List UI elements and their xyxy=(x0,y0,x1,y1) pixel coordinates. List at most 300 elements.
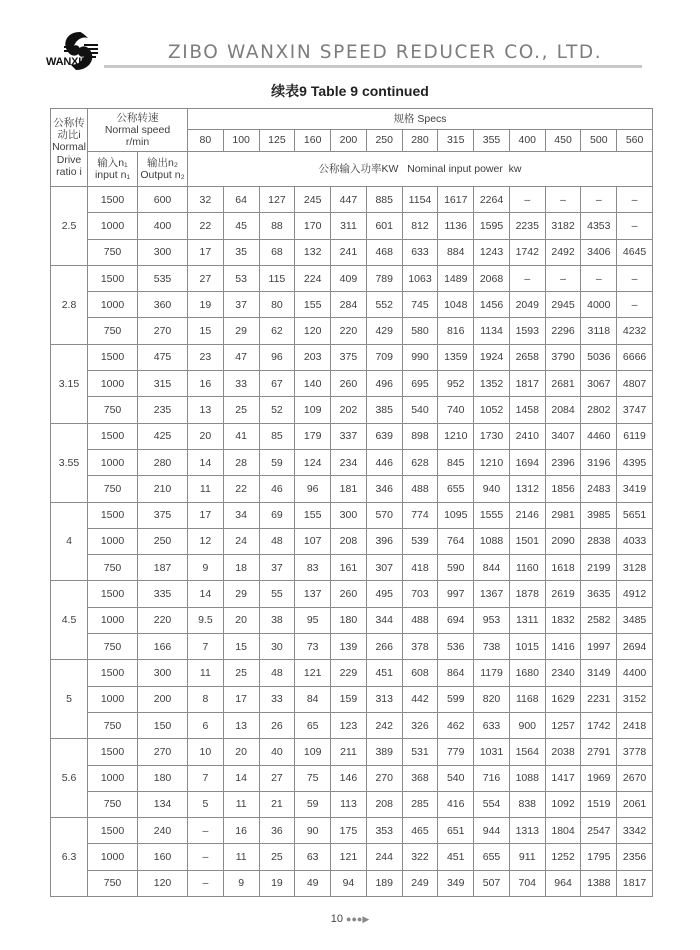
power-value-cell: 234 xyxy=(331,449,367,475)
power-value-cell: 580 xyxy=(402,318,438,344)
power-value-cell: 121 xyxy=(331,844,367,870)
output-header-line: Output n₂ xyxy=(140,169,185,181)
power-value-cell: 1311 xyxy=(509,607,545,633)
power-value-cell: 80 xyxy=(259,292,295,318)
power-value-cell: 2802 xyxy=(581,397,617,423)
power-value-cell: 1257 xyxy=(545,712,581,738)
input-speed-cell: 1000 xyxy=(88,607,138,633)
power-value-cell: 764 xyxy=(438,528,474,554)
power-value-cell: 13 xyxy=(223,712,259,738)
power-value-cell: 25 xyxy=(259,844,295,870)
power-value-cell: 2235 xyxy=(509,213,545,239)
power-value-cell: 1458 xyxy=(509,397,545,423)
table-row xyxy=(51,318,653,344)
power-value-cell: – xyxy=(545,265,581,291)
power-value-cell: 740 xyxy=(438,397,474,423)
output-speed-cell: 300 xyxy=(138,239,188,265)
power-value-cell: 69 xyxy=(259,502,295,528)
speed-header-line: Normal speed xyxy=(104,123,171,136)
output-speed-cell: 150 xyxy=(138,712,188,738)
power-value-cell: 17 xyxy=(223,686,259,712)
power-value-cell: 1555 xyxy=(474,502,510,528)
power-value-cell: 1680 xyxy=(509,660,545,686)
power-value-cell: 940 xyxy=(474,476,510,502)
power-value-cell: 1134 xyxy=(474,318,510,344)
input-speed-cell: 1500 xyxy=(88,739,138,765)
table-row xyxy=(51,712,653,738)
power-value-cell: 37 xyxy=(259,555,295,581)
power-value-cell: 63 xyxy=(295,844,331,870)
power-value-cell: 5 xyxy=(188,791,224,817)
power-value-cell: 123 xyxy=(331,712,367,738)
power-value-cell: 32 xyxy=(188,187,224,213)
ratio-header-line: Normal xyxy=(52,141,86,154)
power-value-cell: 655 xyxy=(474,844,510,870)
power-value-cell: 845 xyxy=(438,449,474,475)
input-speed-cell: 750 xyxy=(88,318,138,344)
power-value-cell: 46 xyxy=(259,476,295,502)
power-value-cell: 990 xyxy=(402,344,438,370)
input-speed-cell: 1000 xyxy=(88,765,138,791)
power-value-cell: 26 xyxy=(259,712,295,738)
power-value-cell: 1136 xyxy=(438,213,474,239)
power-value-cell: 175 xyxy=(331,818,367,844)
power-value-cell: 3985 xyxy=(581,502,617,528)
power-value-cell: 52 xyxy=(259,397,295,423)
power-value-cell: 774 xyxy=(402,502,438,528)
power-value-cell: 416 xyxy=(438,791,474,817)
output-speed-cell: 220 xyxy=(138,607,188,633)
power-value-cell: 1501 xyxy=(509,528,545,554)
power-value-cell: 48 xyxy=(259,528,295,554)
ratio-header-line: 公称传 xyxy=(53,117,85,130)
power-value-cell: 65 xyxy=(295,712,331,738)
power-value-cell: 488 xyxy=(402,476,438,502)
power-value-cell: 1997 xyxy=(581,634,617,660)
power-value-cell: 11 xyxy=(188,476,224,502)
power-value-cell: 704 xyxy=(509,870,545,896)
input-header-line: 输入n₁ xyxy=(97,156,128,169)
power-value-cell: 6 xyxy=(188,712,224,738)
input-speed-cell: 1500 xyxy=(88,344,138,370)
power-value-cell: 109 xyxy=(295,397,331,423)
power-value-cell: 161 xyxy=(331,555,367,581)
power-value-cell: 41 xyxy=(223,423,259,449)
power-value-cell: 1795 xyxy=(581,844,617,870)
ratio-header-line: Drive xyxy=(56,153,82,166)
output-speed-cell: 160 xyxy=(138,844,188,870)
power-value-cell: 1210 xyxy=(474,449,510,475)
power-value-cell: – xyxy=(188,870,224,896)
output-speed-cell: 166 xyxy=(138,634,188,660)
table-row xyxy=(51,265,653,291)
input-speed-cell: 750 xyxy=(88,239,138,265)
power-value-cell: 170 xyxy=(295,213,331,239)
ratio-cell: 4 xyxy=(51,502,88,581)
power-value-cell: 45 xyxy=(223,213,259,239)
power-value-cell: 1052 xyxy=(474,397,510,423)
power-value-cell: 488 xyxy=(402,607,438,633)
power-value-cell: 964 xyxy=(545,870,581,896)
power-value-cell: 38 xyxy=(259,607,295,633)
power-value-cell: 3152 xyxy=(617,686,653,712)
spec-column-header: 100 xyxy=(223,130,259,152)
power-value-cell: 465 xyxy=(402,818,438,844)
input-speed-cell: 1000 xyxy=(88,449,138,475)
power-value-cell: 349 xyxy=(438,870,474,896)
power-value-cell: 540 xyxy=(402,397,438,423)
power-value-cell: 3067 xyxy=(581,371,617,397)
power-value-cell: 203 xyxy=(295,344,331,370)
table-row xyxy=(51,371,653,397)
output-speed-cell: 600 xyxy=(138,187,188,213)
power-value-cell: 14 xyxy=(188,581,224,607)
power-value-cell: 6119 xyxy=(617,423,653,449)
power-value-cell: 389 xyxy=(366,739,402,765)
power-value-cell: 1417 xyxy=(545,765,581,791)
power-value-cell: 898 xyxy=(402,423,438,449)
power-value-cell: 820 xyxy=(474,686,510,712)
power-value-cell: 12 xyxy=(188,528,224,554)
power-value-cell: 570 xyxy=(366,502,402,528)
power-value-cell: 220 xyxy=(331,318,367,344)
power-value-cell: 495 xyxy=(366,581,402,607)
power-value-cell: 14 xyxy=(188,449,224,475)
power-value-cell: 1154 xyxy=(402,187,438,213)
power-value-cell: 651 xyxy=(438,818,474,844)
power-value-cell: 2492 xyxy=(545,239,581,265)
power-value-cell: 29 xyxy=(223,318,259,344)
power-value-cell: 19 xyxy=(259,870,295,896)
table-row xyxy=(51,660,653,686)
power-value-cell: 284 xyxy=(331,292,367,318)
table-row xyxy=(51,870,653,896)
power-value-cell: 285 xyxy=(402,791,438,817)
power-value-cell: 25 xyxy=(223,660,259,686)
output-speed-cell: 270 xyxy=(138,739,188,765)
table-row xyxy=(51,818,653,844)
power-value-cell: 21 xyxy=(259,791,295,817)
input-speed-cell: 750 xyxy=(88,634,138,660)
page-number: 10 xyxy=(330,913,343,925)
spec-column-header: 450 xyxy=(545,130,581,152)
power-value-cell: 159 xyxy=(331,686,367,712)
power-value-cell: 59 xyxy=(259,449,295,475)
power-value-cell: 2146 xyxy=(509,502,545,528)
power-value-cell: 9.5 xyxy=(188,607,224,633)
power-value-cell: 2049 xyxy=(509,292,545,318)
input-speed-cell: 1500 xyxy=(88,581,138,607)
power-value-cell: 3747 xyxy=(617,397,653,423)
power-value-cell: 313 xyxy=(366,686,402,712)
power-value-cell: – xyxy=(617,213,653,239)
power-value-cell: 189 xyxy=(366,870,402,896)
input-speed-cell: 750 xyxy=(88,791,138,817)
power-value-cell: 20 xyxy=(223,739,259,765)
power-value-cell: 1564 xyxy=(509,739,545,765)
input-speed-cell: 1000 xyxy=(88,528,138,554)
power-value-cell: 952 xyxy=(438,371,474,397)
table-row xyxy=(51,791,653,817)
power-value-cell: 3790 xyxy=(545,344,581,370)
power-value-cell: 599 xyxy=(438,686,474,712)
table-row xyxy=(51,739,653,765)
table-row xyxy=(51,423,653,449)
power-value-cell: 655 xyxy=(438,476,474,502)
ratio-header-line: ratio i xyxy=(56,165,82,178)
power-value-cell: 20 xyxy=(223,607,259,633)
input-speed-cell: 1500 xyxy=(88,187,138,213)
power-value-cell: 3406 xyxy=(581,239,617,265)
table-row xyxy=(51,292,653,318)
power-value-cell: 30 xyxy=(259,634,295,660)
input-speed-cell: 750 xyxy=(88,397,138,423)
input-speed-cell: 750 xyxy=(88,712,138,738)
power-value-cell: 738 xyxy=(474,634,510,660)
power-value-cell: 1048 xyxy=(438,292,474,318)
output-speed-cell: 360 xyxy=(138,292,188,318)
power-value-cell: 155 xyxy=(295,292,331,318)
power-value-cell: 554 xyxy=(474,791,510,817)
output-speed-cell: 375 xyxy=(138,502,188,528)
power-value-cell: 11 xyxy=(223,791,259,817)
power-value-cell: 3778 xyxy=(617,739,653,765)
power-value-cell: 997 xyxy=(438,581,474,607)
power-value-cell: 95 xyxy=(295,607,331,633)
power-value-cell: 10 xyxy=(188,739,224,765)
power-value-cell: 19 xyxy=(188,292,224,318)
power-value-cell: 409 xyxy=(331,265,367,291)
power-value-cell: 2231 xyxy=(581,686,617,712)
spec-column-header: 500 xyxy=(581,130,617,152)
power-value-cell: 539 xyxy=(402,528,438,554)
power-value-cell: 429 xyxy=(366,318,402,344)
power-value-cell: 73 xyxy=(295,634,331,660)
input-header-line: input n₁ xyxy=(94,169,131,181)
output-speed-cell: 335 xyxy=(138,581,188,607)
input-speed-cell: 1500 xyxy=(88,660,138,686)
output-header-line: 输出n₂ xyxy=(147,156,178,169)
power-value-cell: 531 xyxy=(402,739,438,765)
power-value-cell: 55 xyxy=(259,581,295,607)
power-value-cell: 36 xyxy=(259,818,295,844)
power-value-cell: – xyxy=(188,844,224,870)
power-value-cell: 716 xyxy=(474,765,510,791)
spec-column-header: 160 xyxy=(295,130,331,152)
ratio-cell: 5 xyxy=(51,660,88,739)
power-value-cell: 7 xyxy=(188,634,224,660)
power-value-cell: 34 xyxy=(223,502,259,528)
output-speed-cell: 315 xyxy=(138,371,188,397)
power-table xyxy=(50,108,653,897)
power-value-cell: 3182 xyxy=(545,213,581,239)
power-value-cell: 62 xyxy=(259,318,295,344)
power-value-cell: 9 xyxy=(188,555,224,581)
power-value-cell: 180 xyxy=(331,607,367,633)
power-value-cell: 2483 xyxy=(581,476,617,502)
spec-column-header: 355 xyxy=(474,130,510,152)
power-value-cell: 311 xyxy=(331,213,367,239)
power-value-cell: 1416 xyxy=(545,634,581,660)
output-speed-cell: 210 xyxy=(138,476,188,502)
power-value-cell: 17 xyxy=(188,502,224,528)
power-value-cell: 442 xyxy=(402,686,438,712)
table-row xyxy=(51,397,653,423)
power-value-cell: 24 xyxy=(223,528,259,554)
power-value-cell: 307 xyxy=(366,555,402,581)
input-speed-header xyxy=(88,152,138,187)
power-value-cell: 179 xyxy=(295,423,331,449)
input-speed-cell: 1000 xyxy=(88,686,138,712)
power-value-cell: 140 xyxy=(295,371,331,397)
power-value-cell: 9 xyxy=(223,870,259,896)
power-value-cell: 5651 xyxy=(617,502,653,528)
table-row xyxy=(51,344,653,370)
power-value-cell: 11 xyxy=(188,660,224,686)
power-value-cell: 48 xyxy=(259,660,295,686)
input-speed-cell: 1500 xyxy=(88,265,138,291)
power-value-cell: 18 xyxy=(223,555,259,581)
power-value-cell: 6666 xyxy=(617,344,653,370)
power-value-cell: 2356 xyxy=(617,844,653,870)
power-value-cell: 67 xyxy=(259,371,295,397)
input-speed-cell: 1500 xyxy=(88,818,138,844)
output-speed-cell: 235 xyxy=(138,397,188,423)
power-value-cell: 7 xyxy=(188,765,224,791)
power-value-cell: 2670 xyxy=(617,765,653,791)
power-value-cell: 2340 xyxy=(545,660,581,686)
power-value-cell: 59 xyxy=(295,791,331,817)
table-row xyxy=(51,581,653,607)
power-value-cell: 88 xyxy=(259,213,295,239)
power-value-cell: 27 xyxy=(188,265,224,291)
power-value-cell: 124 xyxy=(295,449,331,475)
power-value-cell: 2061 xyxy=(617,791,653,817)
power-value-cell: 601 xyxy=(366,213,402,239)
power-value-cell: 1095 xyxy=(438,502,474,528)
power-value-cell: 211 xyxy=(331,739,367,765)
power-value-cell: – xyxy=(581,265,617,291)
power-value-cell: 2619 xyxy=(545,581,581,607)
output-speed-cell: 134 xyxy=(138,791,188,817)
spec-column-header: 125 xyxy=(259,130,295,152)
spec-column-header: 200 xyxy=(331,130,367,152)
power-value-cell: – xyxy=(617,265,653,291)
power-value-cell: 468 xyxy=(366,239,402,265)
ratio-cell: 6.3 xyxy=(51,818,88,897)
input-speed-cell: 1000 xyxy=(88,371,138,397)
power-value-cell: 14 xyxy=(223,765,259,791)
power-value-cell: 96 xyxy=(295,476,331,502)
power-value-cell: 13 xyxy=(188,397,224,423)
next-page-arrow-icon: ●●●▶ xyxy=(346,914,370,924)
power-value-cell: 37 xyxy=(223,292,259,318)
power-value-cell: 17 xyxy=(188,239,224,265)
power-value-cell: 1063 xyxy=(402,265,438,291)
power-value-cell: – xyxy=(509,265,545,291)
power-value-cell: 2945 xyxy=(545,292,581,318)
table-row xyxy=(51,213,653,239)
ratio-cell: 3.55 xyxy=(51,423,88,502)
power-value-cell: 2658 xyxy=(509,344,545,370)
ratio-header-line: 动比i xyxy=(57,129,81,142)
power-value-cell: 900 xyxy=(509,712,545,738)
power-value-cell: 15 xyxy=(188,318,224,344)
power-value-cell: 2038 xyxy=(545,739,581,765)
power-value-cell: 245 xyxy=(295,187,331,213)
input-speed-cell: 750 xyxy=(88,476,138,502)
power-value-cell: 23 xyxy=(188,344,224,370)
power-value-cell: 266 xyxy=(366,634,402,660)
ratio-cell: 5.6 xyxy=(51,739,88,818)
power-value-cell: 2838 xyxy=(581,528,617,554)
power-value-cell: 346 xyxy=(366,476,402,502)
power-value-cell: 53 xyxy=(223,265,259,291)
output-speed-cell: 120 xyxy=(138,870,188,896)
power-value-cell: 260 xyxy=(331,371,367,397)
power-value-cell: 3407 xyxy=(545,423,581,449)
power-value-cell: 838 xyxy=(509,791,545,817)
power-value-cell: 241 xyxy=(331,239,367,265)
power-value-cell: 244 xyxy=(366,844,402,870)
power-value-cell: 3342 xyxy=(617,818,653,844)
power-value-cell: 1817 xyxy=(617,870,653,896)
power-value-cell: 2264 xyxy=(474,187,510,213)
company-name: ZIBO WANXIN SPEED REDUCER CO., LTD. xyxy=(168,42,603,63)
table-row xyxy=(51,607,653,633)
power-value-cell: 1618 xyxy=(545,555,581,581)
power-value-cell: 1742 xyxy=(509,239,545,265)
power-value-cell: 2694 xyxy=(617,634,653,660)
ratio-cell: 2.8 xyxy=(51,265,88,344)
input-speed-cell: 1000 xyxy=(88,213,138,239)
speed-header-line: 公称转速 xyxy=(116,111,159,124)
power-value-cell: 16 xyxy=(223,818,259,844)
power-value-cell: 4912 xyxy=(617,581,653,607)
power-value-cell: 2296 xyxy=(545,318,581,344)
power-value-cell: 25 xyxy=(223,397,259,423)
power-value-cell: 2582 xyxy=(581,607,617,633)
power-value-cell: 11 xyxy=(223,844,259,870)
power-value-cell: 4000 xyxy=(581,292,617,318)
table-row xyxy=(51,686,653,712)
table-row xyxy=(51,634,653,660)
power-value-cell: 368 xyxy=(402,765,438,791)
power-value-cell: 884 xyxy=(438,239,474,265)
power-value-cell: 590 xyxy=(438,555,474,581)
power-value-cell: 628 xyxy=(402,449,438,475)
power-value-cell: 90 xyxy=(295,818,331,844)
power-value-cell: 446 xyxy=(366,449,402,475)
power-value-cell: 85 xyxy=(259,423,295,449)
power-value-cell: 28 xyxy=(223,449,259,475)
power-value-cell: 1742 xyxy=(581,712,617,738)
power-value-cell: 694 xyxy=(438,607,474,633)
power-value-cell: 4645 xyxy=(617,239,653,265)
spec-column-header: 250 xyxy=(366,130,402,152)
power-value-cell: 2418 xyxy=(617,712,653,738)
power-value-cell: 8 xyxy=(188,686,224,712)
power-value-cell: 15 xyxy=(223,634,259,660)
table-row xyxy=(51,187,653,213)
power-value-cell: 608 xyxy=(402,660,438,686)
output-speed-cell: 240 xyxy=(138,818,188,844)
power-value-cell: 2084 xyxy=(545,397,581,423)
output-speed-cell: 475 xyxy=(138,344,188,370)
power-value-cell: 242 xyxy=(366,712,402,738)
power-value-cell: 1456 xyxy=(474,292,510,318)
power-value-cell: 16 xyxy=(188,371,224,397)
